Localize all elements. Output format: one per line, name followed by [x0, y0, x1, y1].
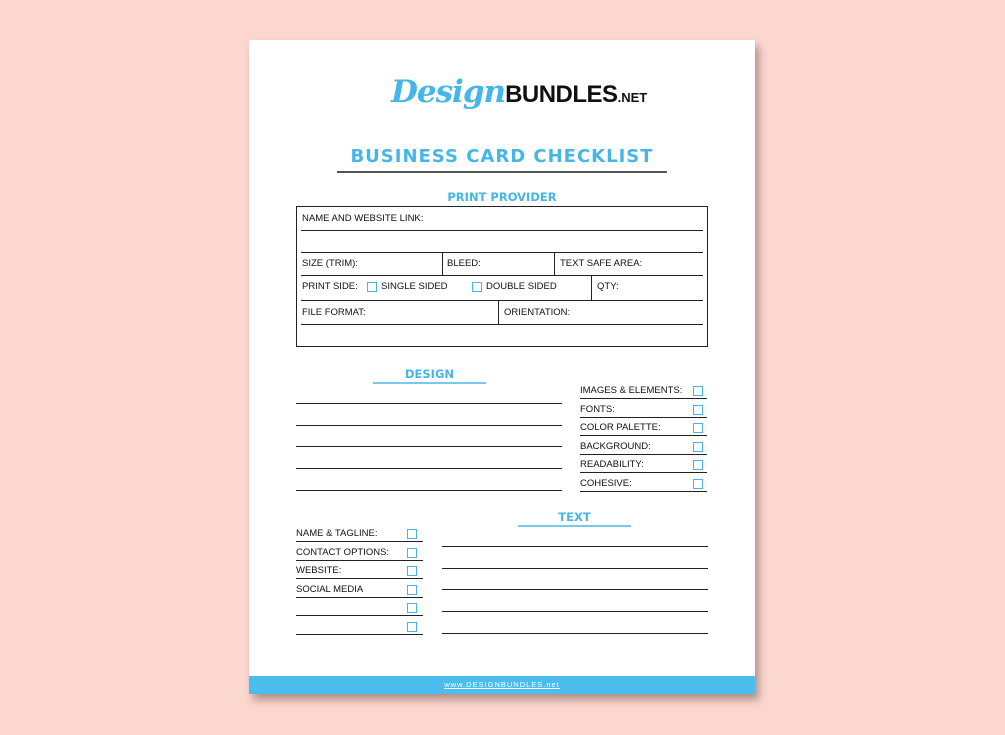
text-notes-line: [442, 611, 708, 612]
file-format-label: FILE FORMAT:: [302, 307, 366, 318]
qty-label: QTY:: [597, 281, 619, 292]
print-provider-box: [296, 206, 708, 347]
website-checkbox[interactable]: [407, 566, 417, 576]
double-sided-checkbox[interactable]: [472, 282, 482, 292]
print-side-line: [301, 300, 703, 301]
divider: [554, 253, 555, 276]
double-sided-label: DOUBLE SIDED: [486, 281, 557, 292]
text-item-line: [296, 578, 423, 579]
text-item-label: WEBSITE:: [296, 565, 342, 576]
checklist-page: [249, 40, 755, 694]
fonts-checkbox[interactable]: [693, 405, 703, 415]
design-notes-line: [296, 490, 562, 491]
design-notes-line: [296, 403, 562, 404]
design-item-line: [580, 417, 707, 418]
text-item-line: [296, 615, 423, 616]
text-notes-line: [442, 589, 708, 590]
design-item-label: READABILITY:: [580, 459, 644, 470]
design-heading-rule: [373, 382, 486, 384]
text-item-label: SOCIAL MEDIA: [296, 584, 364, 595]
text-item-line: [296, 597, 423, 598]
blank-item-checkbox[interactable]: [407, 603, 417, 613]
text-item-label: NAME & TAGLINE:: [296, 528, 378, 539]
logo-script: Design: [391, 74, 506, 110]
name-tagline-checkbox[interactable]: [407, 529, 417, 539]
divider: [591, 276, 592, 300]
designbundles-logo: [391, 74, 647, 118]
footer-bar: [249, 676, 755, 694]
social-media-checkbox[interactable]: [407, 585, 417, 595]
design-item-label: COLOR PALETTE:: [580, 422, 661, 433]
design-item-line: [580, 435, 707, 436]
text-item-line: [296, 541, 423, 542]
logo-bold: BUNDLES: [505, 81, 618, 108]
cohesive-checkbox[interactable]: [693, 479, 703, 489]
size-line: [301, 275, 703, 276]
footer-link[interactable]: www.DESIGNBUNDLES.net: [444, 680, 560, 689]
orientation-label: ORIENTATION:: [504, 307, 571, 318]
images-elements-checkbox[interactable]: [693, 386, 703, 396]
text-heading: TEXT: [558, 510, 591, 524]
size-label: SIZE (TRIM):: [302, 258, 358, 269]
text-notes-line: [442, 633, 708, 634]
single-sided-checkbox[interactable]: [367, 282, 377, 292]
background-checkbox[interactable]: [693, 442, 703, 452]
text-item-label: CONTACT OPTIONS:: [296, 547, 390, 558]
design-item-label: COHESIVE:: [580, 478, 632, 489]
logo-net: .NET: [617, 90, 648, 105]
design-notes-line: [296, 446, 562, 447]
single-sided-label: SINGLE SIDED: [381, 281, 448, 292]
print-side-label: PRINT SIDE:: [302, 281, 358, 292]
design-item-label: IMAGES & ELEMENTS:: [580, 385, 683, 396]
bleed-label: BLEED:: [447, 258, 481, 269]
design-item-line: [580, 491, 707, 492]
text-heading-rule: [518, 525, 631, 527]
design-notes-line: [296, 468, 562, 469]
color-palette-checkbox[interactable]: [693, 423, 703, 433]
name-website-label: NAME AND WEBSITE LINK:: [302, 213, 424, 224]
design-item-line: [580, 472, 707, 473]
design-item-label: BACKGROUND:: [580, 441, 651, 452]
readability-checkbox[interactable]: [693, 460, 703, 470]
title-underline: [337, 171, 667, 173]
divider: [498, 301, 499, 324]
design-item-label: FONTS:: [580, 404, 615, 415]
contact-options-checkbox[interactable]: [407, 548, 417, 558]
name-line-2: [301, 252, 703, 253]
blank-item-checkbox[interactable]: [407, 622, 417, 632]
name-line: [301, 230, 703, 231]
text-item-line: [296, 560, 423, 561]
text-item-line: [296, 634, 423, 635]
text-safe-area-label: TEXT SAFE AREA:: [560, 258, 643, 269]
design-item-line: [580, 398, 707, 399]
design-notes-line: [296, 425, 562, 426]
design-heading: DESIGN: [404, 367, 455, 381]
text-notes-line: [442, 568, 708, 569]
text-notes-line: [442, 546, 708, 547]
page-title: BUSINESS CARD CHECKLIST: [350, 146, 654, 167]
print-provider-heading: PRINT PROVIDER: [447, 190, 557, 204]
divider: [442, 253, 443, 276]
file-format-line: [301, 324, 703, 325]
design-item-line: [580, 454, 707, 455]
